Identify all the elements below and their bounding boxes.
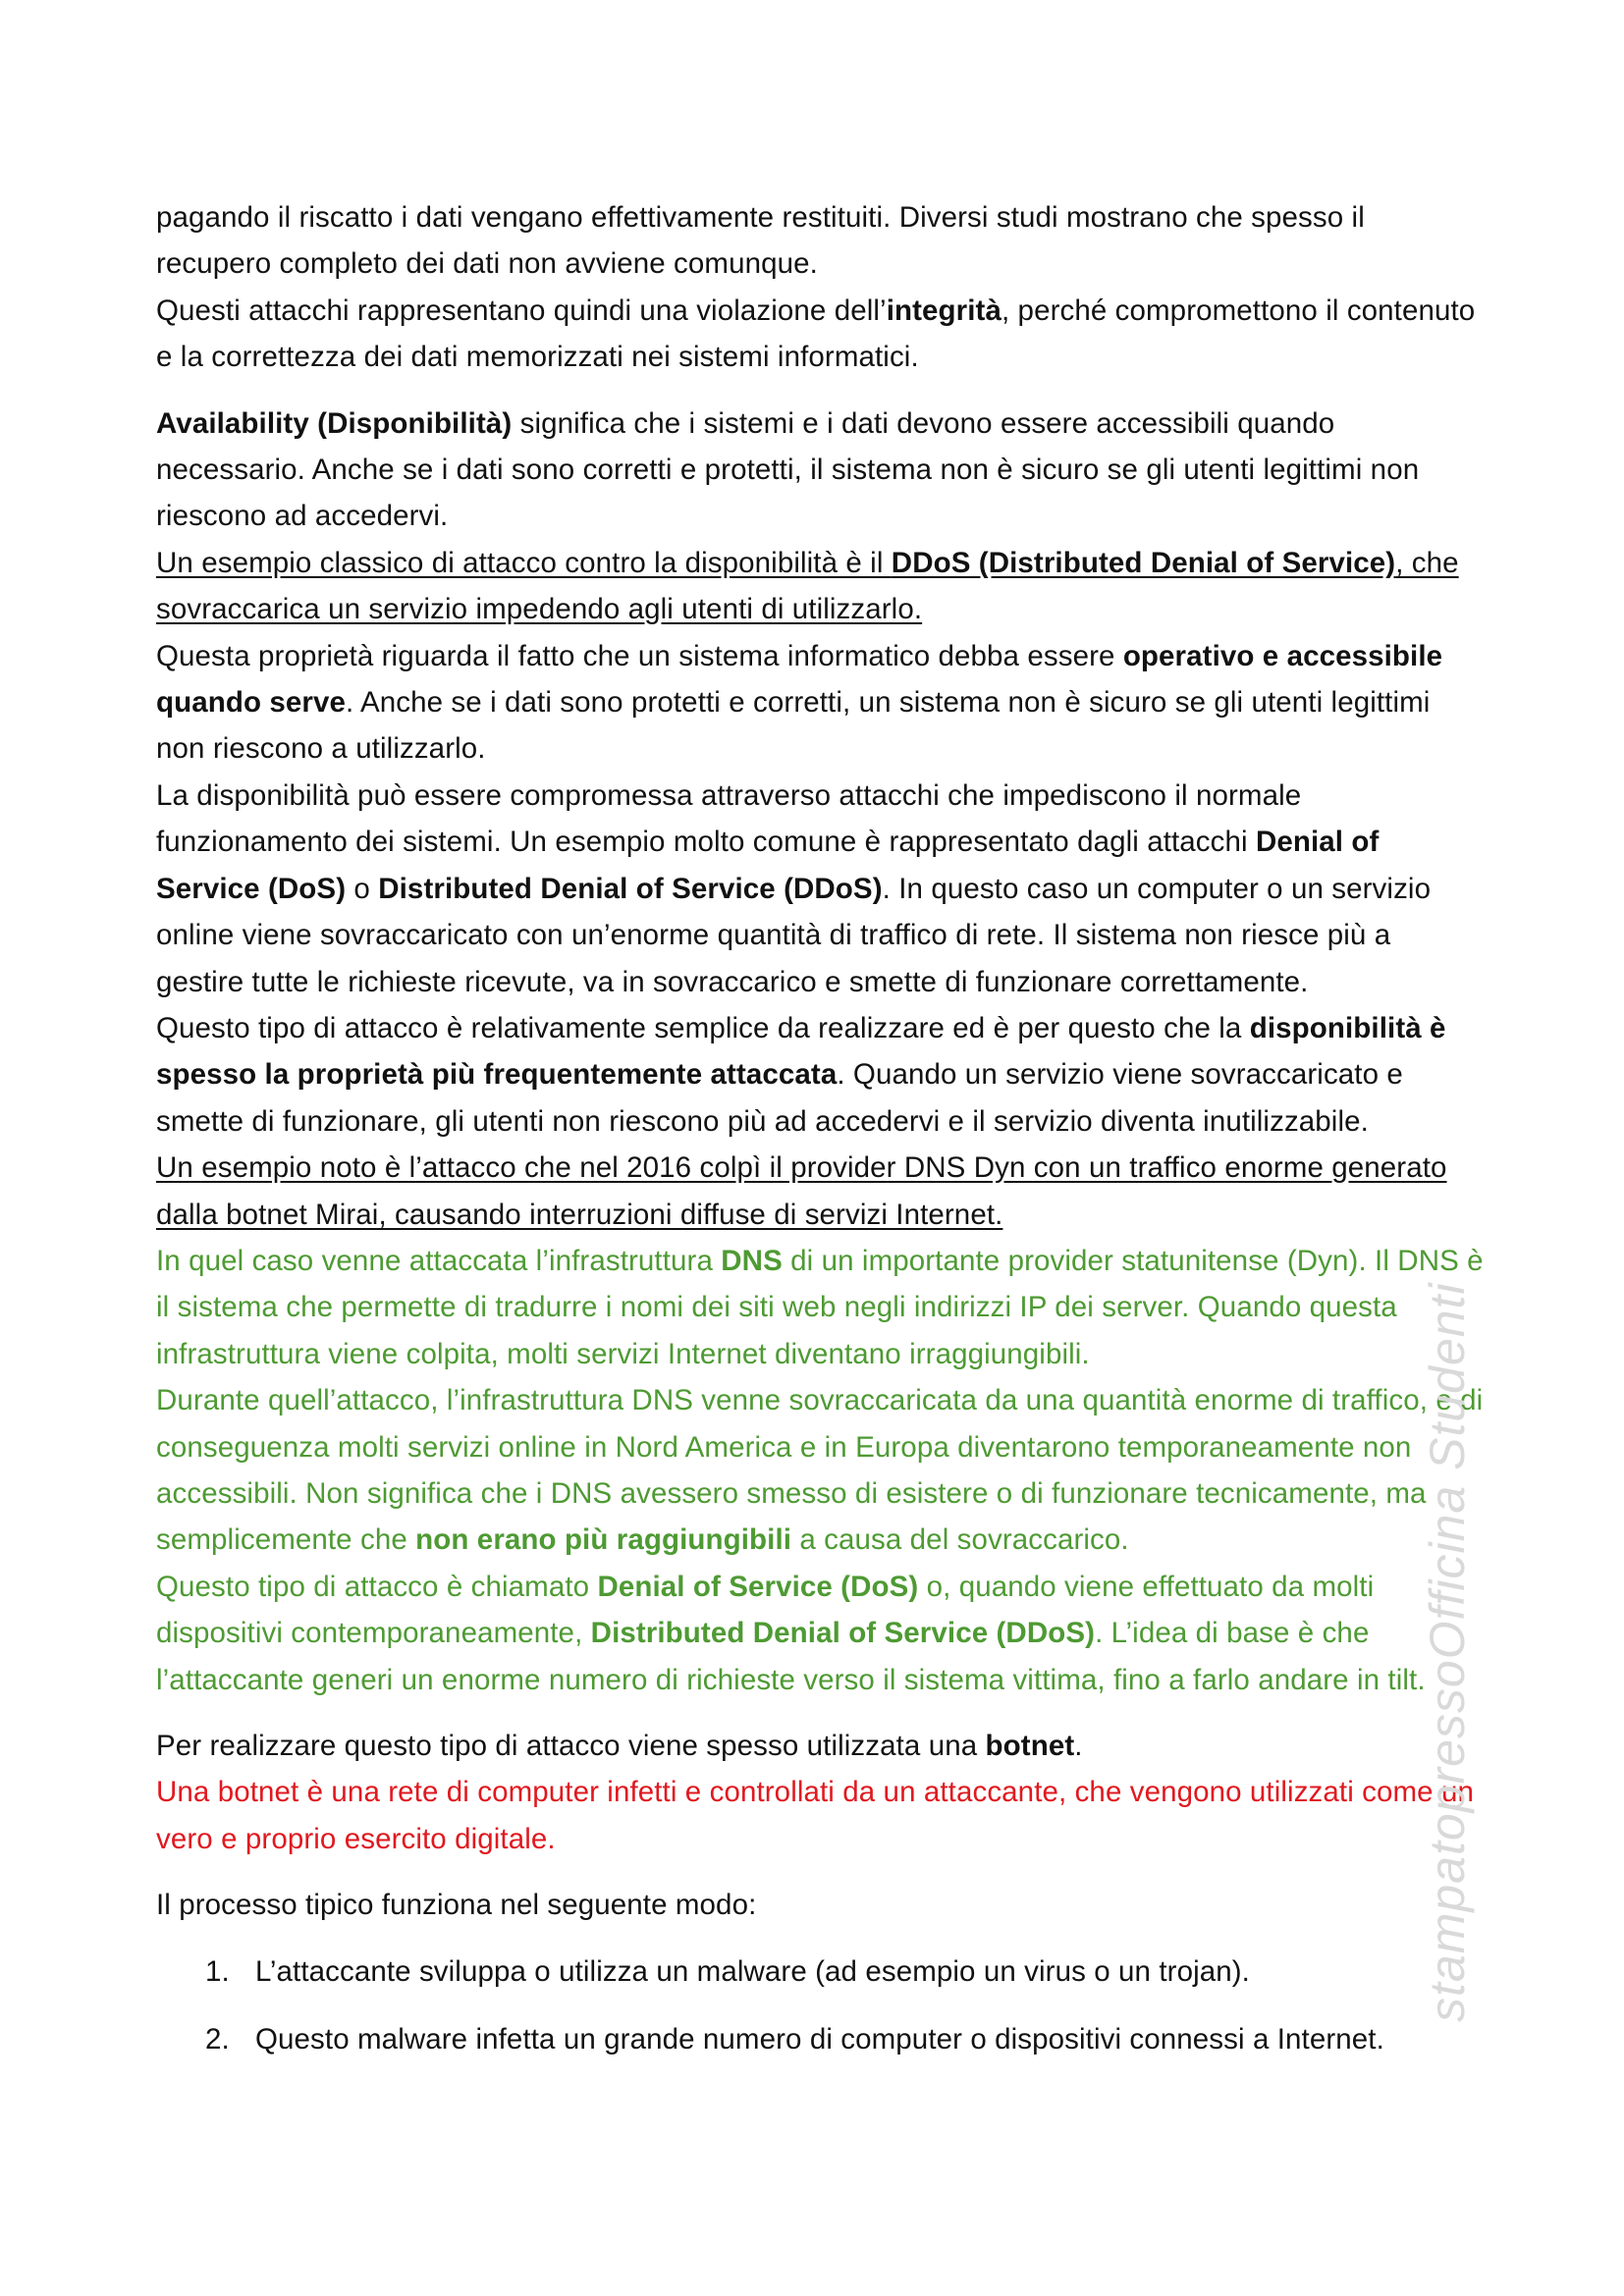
- list-item: [156, 1949, 1484, 1995]
- bold-term-most-attacked: disponibilità è spesso la proprietà più frequentemente attaccata: [156, 1011, 1446, 1092]
- paragraph-botnet-intro: [156, 1723, 1484, 1769]
- paragraph-most-attacked: [156, 1005, 1484, 1145]
- bold-term-integrity: integrità: [886, 294, 1001, 327]
- paragraph-dns-infrastructure: [156, 1238, 1484, 1377]
- text-run: . L’idea di base è che l’attaccante generi un enorme numero di richieste verso il sistema vittima, fino a farlo andare in tilt.: [156, 1617, 1426, 1696]
- paragraph-dos-definition: [156, 1564, 1484, 1703]
- bold-term-botnet: botnet: [985, 1730, 1075, 1762]
- list-item-text: L’attaccante sviluppa o utilizza un malware (ad esempio un virus o un trojan).: [255, 1954, 1250, 1988]
- text-run: Per realizzare questo tipo di attacco viene spesso utilizzata una: [156, 1730, 986, 1762]
- bold-term-ddos: Distributed Denial of Service (DDoS): [590, 1617, 1096, 1650]
- bold-term-dos: Denial of Service (DoS): [156, 826, 1380, 905]
- list-item-number: 2.: [205, 2023, 230, 2056]
- document-page: [156, 194, 1484, 2084]
- bold-term-dns: DNS: [721, 1244, 783, 1277]
- paragraph-dns-overload: [156, 1377, 1484, 1564]
- bold-term-dos: Denial of Service (DoS): [597, 1570, 919, 1603]
- text-run: significa che i sistemi e i dati devono essere accessibili quando necessario. Anche se i dati sono corretti e protetti, il sistema non è sicuro se gli utenti legittimi non riescono ad accedervi.: [156, 406, 1420, 533]
- text-run: Questo tipo di attacco è relativamente semplice da realizzare ed è per questo che la: [156, 1011, 1250, 1044]
- text-run: . Quando un servizio viene sovraccaricato e smette di funzionare, gli utenti non riescono più ad accedervi e il servizio diventa inutilizzabile.: [156, 1058, 1403, 1138]
- watermark: stampatopressoOfficina Studenti: [1420, 1282, 1475, 2022]
- text-run: La disponibilità può essere compromessa attraverso attacchi che impediscono il normale funzionamento dei sistemi. Un esempio molto comune è rappresentato dagli attacchi: [156, 778, 1302, 859]
- process-steps-list: [156, 1949, 1484, 2063]
- text-run: Un esempio classico di attacco contro la disponibilità è il: [156, 546, 892, 579]
- paragraph-dos-attacks: [156, 773, 1484, 1005]
- text-run: Questa proprietà riguarda il fatto che un sistema informatico debba essere: [156, 639, 1123, 672]
- list-item: [156, 2016, 1484, 2062]
- list-item-number: 1.: [205, 1954, 230, 1988]
- paragraph-dyn-example: Un esempio noto è l’attacco che nel 2016 colpì il provider DNS Dyn con un traffico enorme generato dalla botnet Mirai, causando interruzioni diffuse di servizi Internet.: [156, 1151, 1447, 1231]
- list-item-text: Questo malware infetta un grande numero di computer o dispositivi connessi a Internet.: [255, 2023, 1384, 2056]
- paragraph-integrity: [156, 288, 1484, 381]
- text-run: o, quando viene effettuato da molti dispositivi contemporaneamente,: [156, 1570, 1375, 1650]
- paragraph-availability: [156, 400, 1484, 540]
- text-run: , perché compromettono il contenuto e la correttezza dei dati memorizzati nei sistemi informatici.: [156, 294, 1476, 374]
- bold-term-ddos: DDoS (Distributed Denial of Service): [891, 546, 1396, 579]
- text-run: .: [1074, 1730, 1083, 1762]
- text-run: In quel caso venne attaccata l’infrastruttura: [156, 1244, 722, 1277]
- text-run: . In questo caso un computer o un servizio online viene sovraccaricato con un’enorme quantità di traffico di rete. Il sistema non riesce più a gestire tutte le richieste ricevute, va in sovraccarico e smette di funzionare correttamente.: [156, 872, 1432, 998]
- paragraph-ddos-example: [156, 540, 1484, 633]
- text-run: a causa del sovraccarico.: [791, 1523, 1129, 1557]
- text-run: Questo tipo di attacco è chiamato: [156, 1570, 598, 1603]
- text-run: Durante quell’attacco, l’infrastruttura DNS venne sovraccaricata da una quantità enorme di traffico, e di conseguenza molti servizi online in Nord America e in Europa diventarono temporaneamente non accessibili. Non significa che i DNS avessero smesso di esistere o di funzionare tecnicamente, ma semplicemente che: [156, 1384, 1484, 1557]
- text-run: Questi attacchi rappresentano quindi una violazione dell’: [156, 294, 887, 327]
- bold-term-operational: operativo e accessibile quando serve: [156, 639, 1443, 720]
- paragraph-operational: [156, 633, 1484, 773]
- bold-term-availability: Availability (Disponibilità): [156, 406, 513, 440]
- text-run: o: [346, 872, 379, 905]
- bold-term-unreachable: non erano più raggiungibili: [415, 1523, 792, 1557]
- text-run: , che sovraccarica un servizio impedendo agli utenti di utilizzarlo.: [156, 546, 1459, 626]
- text-run: di un importante provider statunitense (Dyn). Il DNS è il sistema che permette di tradurre i nomi dei siti web negli indirizzi IP dei server. Quando questa infrastruttura viene colpita, molti servizi Internet diventano irraggiungibili.: [156, 1244, 1484, 1370]
- text-run: . Anche se i dati sono protetti e corretti, un sistema non è sicuro se gli utenti legittimi non riescono a utilizzarlo.: [156, 686, 1431, 766]
- paragraph-ransom-end: pagando il riscatto i dati vengano effettivamente restituiti. Diversi studi mostrano che spesso il recupero completo dei dati non avviene comunque.: [156, 201, 1365, 281]
- bold-term-ddos: Distributed Denial of Service (DDoS): [378, 872, 883, 905]
- paragraph-botnet-definition: Una botnet è una rete di computer infetti e controllati da un attaccante, che vengono utilizzati come un vero e proprio esercito digitale.: [156, 1776, 1474, 1855]
- paragraph-process-intro: Il processo tipico funziona nel seguente modo:: [156, 1889, 757, 1922]
